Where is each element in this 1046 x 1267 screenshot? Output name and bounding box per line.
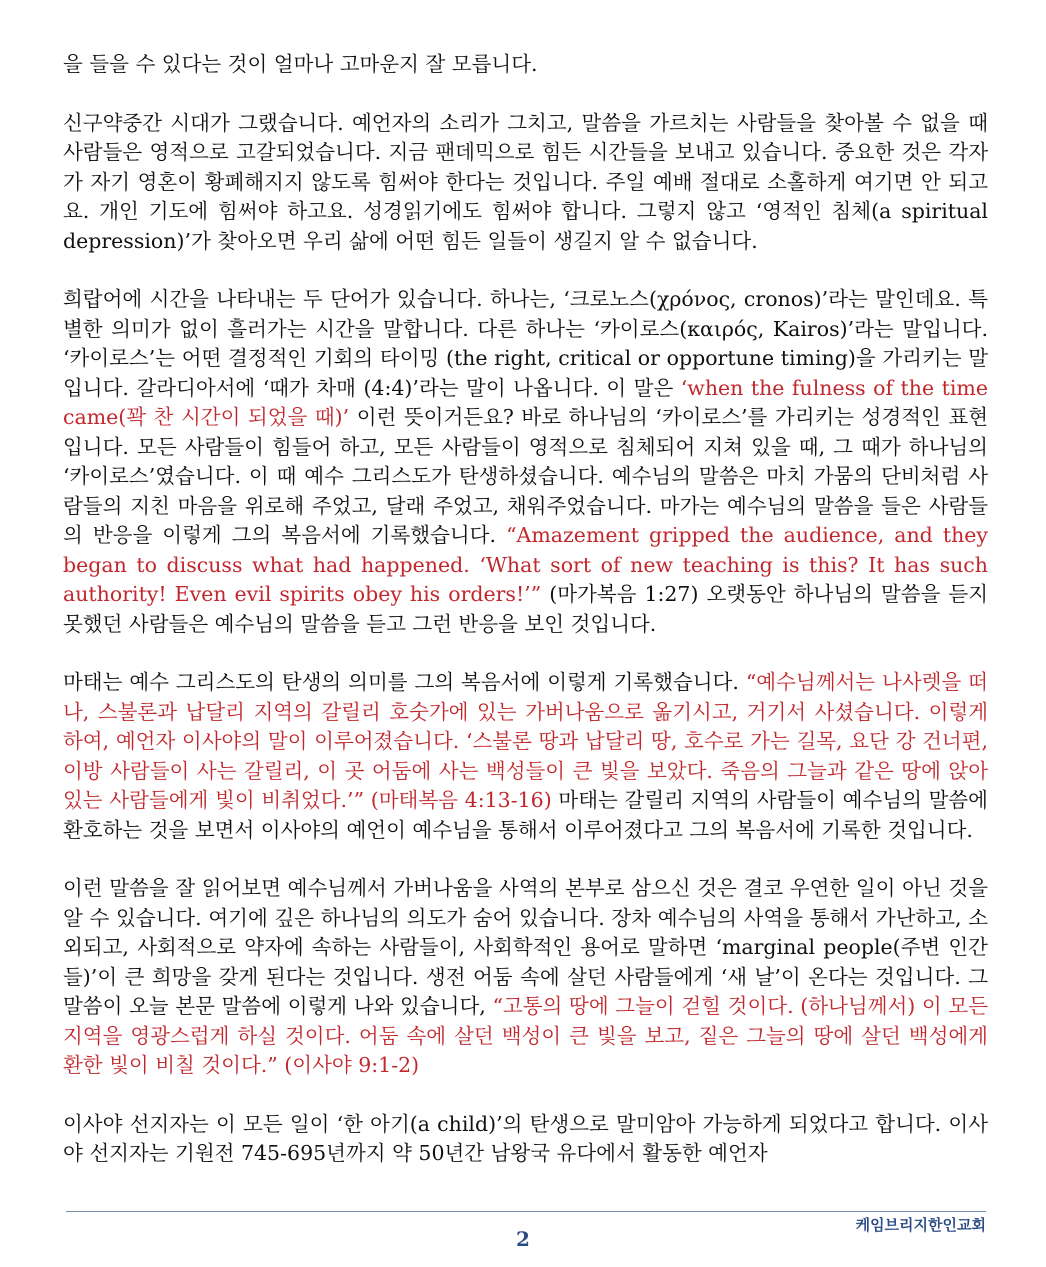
text-run: 마태는 갈릴리 지역의 사람들이 예수님의 말씀에 환호하는 것을 보면서 이사야의 예언이 예수님을 통해서 이루어졌다고 그의 복음서에 기록한 것입니다. <box>63 788 988 842</box>
text-run: 신구약중간 시대가 그랬습니다. 예언자의 소리가 그치고, 말씀을 가르치는 사람들을 찾아볼 수 없을 때 사람들은 영적으로 고갈되었습니다. 지금 팬데믹으로 힘든 시간들을 보내고 있습니다. 중요한 것은 각자가 자기 영혼이 황폐해지지 않도록 힘써야 한다는 것입니다. 주일 예배 절대로 소홀하게 여기면 안 되고요. 개인 기도에 힘써야 하고요. 성경읽기에도 힘써야 합니다. 그렇지 않고 ‘영적인 침체(a spiritual depression)’가 찾아오면 우리 삶에 어떤 힘든 일들이 생길지 알 수 없습니다. <box>63 110 988 253</box>
scripture-quote: “Amazement gripped the audience, and they began to discuss what had happened. ‘What sort of new teaching is this? It has such authority! Even evil spirits obey his orders!’” <box>63 523 989 606</box>
page-number: 2 <box>516 1227 530 1251</box>
text-run: 희랍어에 시간을 나타내는 두 단어가 있습니다. 하나는, ‘크로노스(χρόνος, cronos)’라는 말인데요. 특별한 의미가 없이 흘러가는 시간을 말합니다. 다른 하나는 ‘카이로스(καιρός, Kairos)’라는 말입니다. ‘카이로스’는 어떤 결정적인 기회의 타이밍 (the right, critical or opportune timing)을 가리키는 말입니다. 갈라디아서에 ‘때가 차매 (4:4)’라는 말이 나옵니다. 이 말은 <box>63 287 988 400</box>
paragraph <box>63 874 988 1081</box>
paragraph <box>63 50 988 80</box>
text-run: 이런 뜻이거든요? 바로 하나님의 ‘카이로스’를 가리키는 성경적인 표현입니다. 모든 사람들이 힘들어 하고, 모든 사람들이 영적으로 침체되어 지쳐 있을 때, 그 때가 하나님의 ‘카이로스’였습니다. 이 때 예수 그리스도가 탄생하셨습니다. 예수님의 말씀은 마치 가뭄의 단비처럼 사람들의 지친 마음을 위로해 주었고, 달래 주었고, 채워주었습니다. 마가는 예수님의 말씀을 들은 사람들의 반응을 이렇게 그의 복음서에 기록했습니다. <box>63 405 988 547</box>
scripture-quote: ‘when the fulness of the time came(꽉 찬 시간이 되었을 때)’ <box>63 375 988 429</box>
paragraph <box>63 1110 988 1169</box>
scripture-quote: “고통의 땅에 그늘이 걷힐 것이다. (하나님께서) 이 모든 지역을 영광스럽게 하실 것이다. 어둠 속에 살던 백성이 큰 빛을 보고, 짙은 그늘의 땅에 살던 백성에게 환한 빛이 비칠 것이다.” <box>63 994 989 1077</box>
footer-divider <box>66 1211 986 1212</box>
paragraph <box>63 668 988 845</box>
text-run: 이사야 선지자는 이 모든 일이 ‘한 아기(a child)’의 탄생으로 말미암아 가능하게 되었다고 합니다. 이사야 선지자는 기원전 745-695년까지 약 50년간 남왕국 유다에서 활동한 예언자 <box>63 1111 988 1165</box>
scripture-quote: (이사야 9:1-2) <box>277 1053 420 1077</box>
document-body <box>63 50 988 1198</box>
text-run: (마가복음 1:27) 오랫동안 하나님의 말씀을 듣지 못했던 사람들은 예수님의 말씀을 듣고 그런 반응을 보인 것입니다. <box>63 582 988 636</box>
text-run: 이런 말씀을 잘 읽어보면 예수님께서 가버나움을 사역의 본부로 삼으신 것은 결코 우연한 일이 아닌 것을 알 수 있습니다. 여기에 깊은 하나님의 의도가 숨어 있습니다. 장차 예수님의 사역을 통해서 가난하고, 소외되고, 사회적으로 약자에 속하는 사람들이, 사회학적인 용어로 말하면 ‘marginal people(주변 인간들)’이 큰 희망을 갖게 된다는 것입니다. 생전 어둠 속에 살던 사람들에게 ‘새 날’이 온다는 것입니다. 그 말씀이 오늘 본문 말씀에 이렇게 나와 있습니다, <box>63 876 988 1018</box>
church-name: 케임브리지한인교회 <box>855 1216 986 1234</box>
paragraph <box>63 285 988 639</box>
paragraph <box>63 109 988 257</box>
text-run: 을 들을 수 있다는 것이 얼마나 고마운지 잘 모릅니다. <box>63 52 538 76</box>
text-run: 마태는 예수 그리스도의 탄생의 의미를 그의 복음서에 이렇게 기록했습니다. <box>63 670 746 694</box>
scripture-quote: “예수님께서는 나사렛을 떠나, 스불론과 납달리 지역의 갈릴리 호숫가에 있는 가버나움으로 옮기시고, 거기서 사셨습니다. 이렇게 하여, 예언자 이사야의 말이 이루어졌습니다. ‘스불론 땅과 납달리 땅, 호수로 가는 길목, 요단 강 건너편, 이방 사람들이 사는 갈릴리, 이 곳 어둠에 사는 백성들이 큰 빛을 보았다. 죽음의 그늘과 같은 땅에 앉아 있는 사람들에게 빛이 비취었다.’” (마태복음 4:13-16) <box>63 670 988 812</box>
